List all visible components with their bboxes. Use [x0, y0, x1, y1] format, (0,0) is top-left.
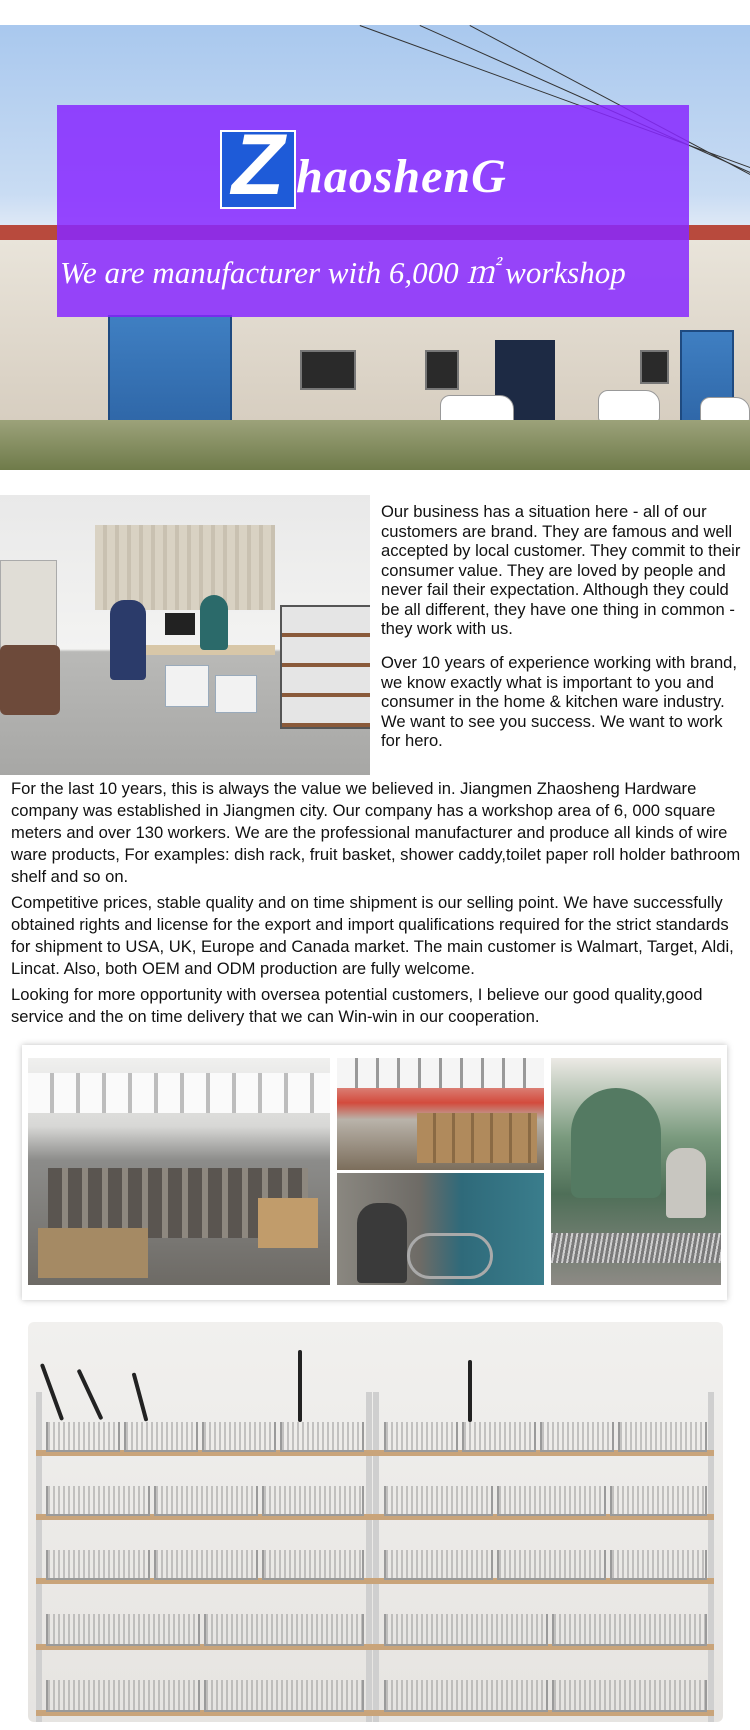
fry-basket [262, 1486, 364, 1516]
paper-box [215, 675, 257, 713]
fry-basket [154, 1550, 258, 1580]
factory-door [108, 315, 232, 424]
basket-handle [132, 1372, 149, 1421]
factory-window [640, 350, 669, 384]
fry-basket [154, 1486, 258, 1516]
fry-basket [46, 1680, 200, 1712]
fry-basket [384, 1614, 548, 1646]
company-paragraph-3: Looking for more opportunity with oversea potential customers, I believe our good quality,good service and the on time delivery that we can Win-win in our cooperation. [11, 985, 703, 1026]
warehouse-photo [28, 1058, 330, 1285]
fry-basket-shelf-photo [28, 1322, 723, 1722]
intro-paragraph-1: Our business has a situation here - all of our customers are brand. They are famous and well accepted by local customer. They commit to their consumer value. They are loved by people and never fail their expectation. Although they could be all different, they have one thing in common - they work with us. [381, 502, 741, 638]
basket-handle [298, 1350, 302, 1422]
fry-basket [46, 1486, 150, 1516]
fry-basket [497, 1550, 606, 1580]
hero-tagline: We are manufacturer with 6,000 ㎡ workshop [60, 255, 626, 290]
computer-monitor [165, 613, 195, 635]
shelf-post [36, 1392, 42, 1722]
fry-basket [204, 1680, 364, 1712]
fry-basket [124, 1422, 198, 1452]
intro-paragraph-2: Over 10 years of experience working with brand, we know exactly what is important to you and consumer in the home & kitchen ware industry. We want to see you success. We want to work for hero. [381, 653, 738, 750]
shelf-post [373, 1392, 379, 1722]
factory-window [300, 350, 356, 390]
fry-basket [280, 1422, 364, 1452]
company-paragraph-1: For the last 10 years, this is always the value we believed in. Jiangmen Zhaosheng Hardware company was established in Jiangmen city. Our company has a workshop area of 6, 000 square meters and over 130 workers. We are the professional manufacturer and produce all kinds of wire ware products, For examples: dish rack, fruit basket, shower caddy,toilet paper roll holder bathroom shelf and so on. [11, 779, 741, 886]
fry-basket [384, 1680, 548, 1712]
basket-handle [40, 1363, 64, 1421]
fry-basket [462, 1422, 536, 1452]
fry-basket [46, 1422, 120, 1452]
welding-worker-photo [337, 1173, 544, 1285]
fry-basket [262, 1550, 364, 1580]
fry-basket [384, 1422, 458, 1452]
ground [0, 420, 750, 470]
fry-basket [540, 1422, 614, 1452]
fry-basket [610, 1486, 707, 1516]
office-chair [0, 645, 60, 715]
shelf-post [708, 1392, 714, 1722]
cardboard-pile [38, 1228, 148, 1278]
fry-basket [618, 1422, 707, 1452]
shelf-post [366, 1392, 372, 1722]
wire-ring [407, 1233, 493, 1279]
fry-basket [204, 1614, 364, 1646]
fry-basket [610, 1550, 707, 1580]
office-worker [200, 595, 228, 650]
office-worker [110, 600, 146, 680]
company-paragraph-2: Competitive prices, stable quality and on time shipment is our selling point. We have successfully obtained rights and license for the export and import qualifications required for the strict standards for shipment to USA, UK, Europe and Canada market. The main customer is Walmart, Target, Aldi, Lincat. Also, both OEM and ODM production are fully welcome. [11, 893, 734, 978]
punch-press-machine [571, 1088, 661, 1198]
office-photo [0, 495, 370, 775]
office-curtain [95, 525, 275, 610]
cardboard-pile [258, 1198, 318, 1248]
fry-basket [552, 1680, 707, 1712]
parked-car [598, 390, 660, 422]
warehouse-windows [28, 1073, 330, 1113]
ceiling-beams [337, 1058, 544, 1088]
paper-box [165, 665, 209, 707]
fry-basket [497, 1486, 606, 1516]
logo-wordmark: haoshenG [296, 150, 507, 203]
air-conditioner [0, 560, 57, 657]
steel-rods [551, 1233, 721, 1263]
carton-stack [417, 1113, 537, 1163]
office-shelf [280, 605, 370, 729]
fry-basket [384, 1550, 493, 1580]
factory-window [425, 350, 459, 390]
basket-handle [77, 1369, 104, 1421]
fry-basket [384, 1486, 493, 1516]
fry-basket [552, 1614, 707, 1646]
production-line-photo [337, 1058, 544, 1170]
machine-operator [666, 1148, 706, 1218]
fry-basket [46, 1550, 150, 1580]
welder [357, 1203, 407, 1283]
basket-handle [468, 1360, 472, 1422]
logo-initial: Z [231, 117, 285, 213]
punch-press-photo [551, 1058, 721, 1285]
fry-basket [46, 1614, 200, 1646]
fry-basket [202, 1422, 276, 1452]
